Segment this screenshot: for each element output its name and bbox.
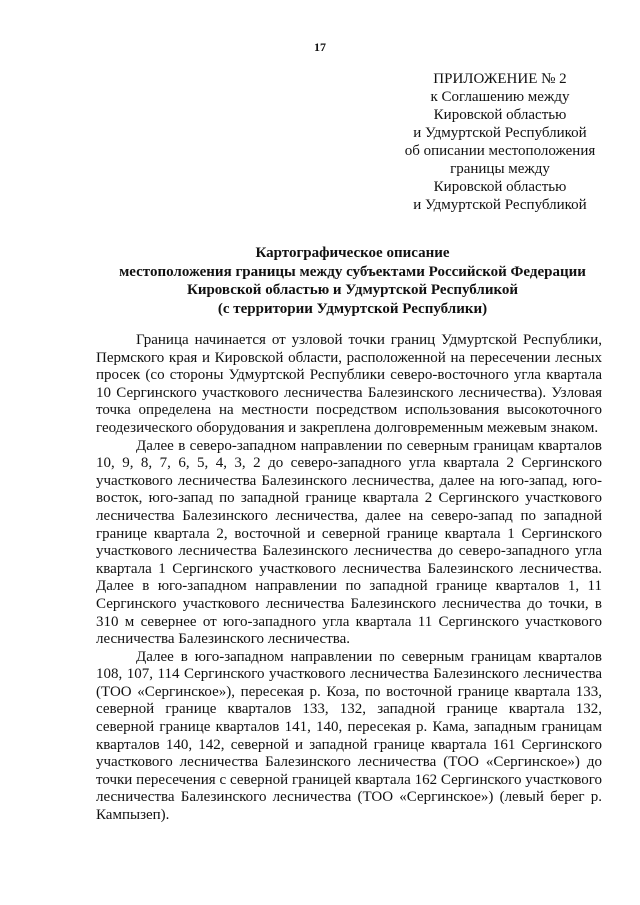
appendix-line: к Соглашению между [430, 89, 570, 105]
appendix-line: границы между [450, 161, 550, 177]
appendix-line: и Удмуртской Республикой [413, 197, 587, 213]
paragraph: Далее в юго-западном направлении по северным границам кварталов 108, 107, 114 Сергинского участкового лесничества Балезинского лесничества (ТОО «Сергинское»), пересекая р. Коза, по восточной границе квартала 133, северной границе кварталов 133, 132, западной границе квартала 132, северной границе кварталов 141, 140, пересекая р. Кама, западным границам кварталов 140, 142, северной и западной границе квартала 161 Сергинского участкового лесничества Балезинского лесничества (ТОО «Сергинское») до точки пересечения с северной границей квартала 162 Сергинского участкового лесничества Балезинского лесничества (ТОО «Сергинское») (левый берег р. Кампызеп). [96, 648, 602, 824]
title-line: местоположения границы между субъектами Российской Федерации [119, 263, 586, 280]
body-text [96, 332, 602, 825]
page-number: 17 [314, 40, 326, 54]
document-title [60, 244, 640, 318]
appendix-line: Кировской областью [433, 179, 567, 195]
appendix-header [388, 70, 612, 214]
title-line: (с территории Удмуртской Республики) [217, 300, 488, 317]
paragraph: Граница начинается от узловой точки границ Удмуртской Республики, Пермского края и Кировской области, расположенной на пересечении лесных просек (со стороны Удмуртской Республики северо-восточного угла квартала 10 Сергинского участкового лесничества Балезинского лесничества). Узловая точка определена на местности посредством использования высокоточного геодезического оборудования и закреплена долговременным межевым знаком. [96, 332, 602, 436]
title-line: Кировской областью и Удмуртской Республикой [186, 282, 519, 298]
appendix-line: ПРИЛОЖЕНИЕ № 2 [433, 71, 567, 87]
paragraph: Далее в северо-западном направлении по северным границам кварталов 10, 9, 8, 7, 6, 5, 4, 3, 2 до северо-западного угла квартала 2 Сергинского участкового лесничества Балезинского лесничества, далее на юго-запад, юго-восток, юго-запад по западной границе квартала 2 Сергинского участкового лесничества Балезинского лесничества, далее на северо-запад по западной границе квартала 2, восточной и северной границе квартала 1 Сергинского участкового лесничества Балезинского лесничества до северо-западного угла квартала 1 Сергинского участкового лесничества Балезинского лесничества. Далее в юго-западном направлении по западной границе кварталов 1, 11 Сергинского участкового лесничества Балезинского лесничества до точки, в 310 м севернее от юго-западного угла квартала 11 Сергинского участкового лесничества Балезинского лесничества. [96, 437, 602, 648]
title-line: Картографическое описание [255, 245, 450, 261]
appendix-line: Кировской областью [433, 107, 567, 123]
appendix-line: и Удмуртской Республикой [413, 125, 587, 141]
appendix-line: об описании местоположения [404, 143, 596, 159]
